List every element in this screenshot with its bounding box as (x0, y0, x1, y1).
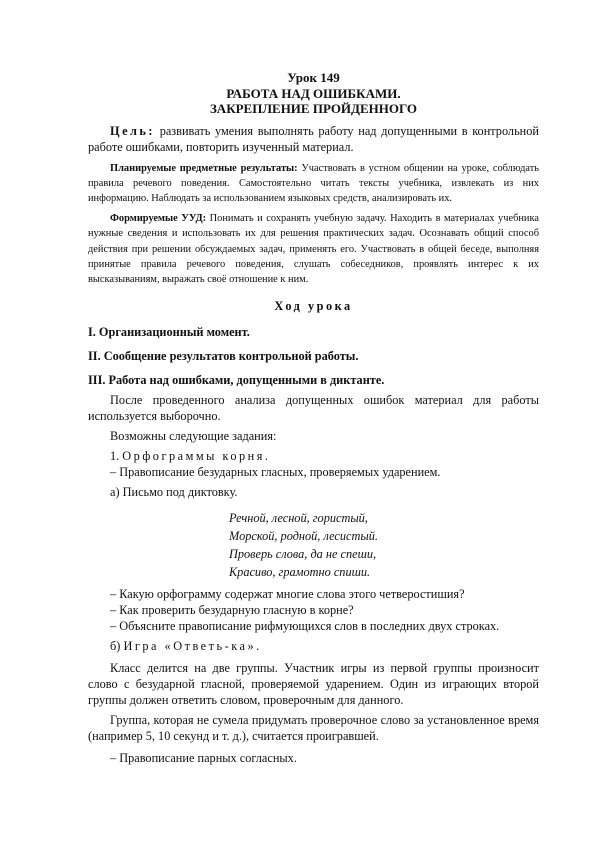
game-paragraph-1: Класс делится на две группы. Участник игры из первой группы произносит слово с безударной гласной, проверяемой ударением. Один из играющих второй группы должен ответить словом, проверочным для данного. (88, 660, 539, 707)
item1-heading (88, 448, 539, 464)
poem (229, 509, 539, 581)
item1-number: 1. (110, 448, 123, 463)
poem-line: Проверь слова, да не спеши, (229, 546, 377, 561)
uud-label: Формируемые УУД: (110, 212, 207, 224)
section-organizational: I. Организационный момент. (88, 324, 250, 339)
poem-line: Морской, родной, лесистый. (229, 528, 378, 543)
question-2: – Как проверить безударную гласную в корне? (110, 602, 354, 617)
intro-paragraph: После проведенного анализа допущенных ошибок материал для работы используется выборочно. (88, 392, 539, 423)
planned-results-label: Планируемые предметные результаты: (110, 162, 298, 174)
item1-rule: – Правописание безударных гласных, проверяемых ударением. (110, 464, 441, 479)
possible-tasks: Возможны следующие задания: (110, 428, 277, 443)
item-b-label: Игра «Ответь-ка». (123, 638, 262, 653)
goal-paragraph (88, 123, 539, 155)
uud-paragraph (88, 211, 539, 288)
planned-results-paragraph (88, 161, 539, 207)
paired-consonants-rule: – Правописание парных согласных. (110, 750, 297, 765)
goal-text: развивать умения выполнять работу над допущенными в контрольной работе ошибками, повторить изученный материал. (88, 123, 539, 154)
item1-label: Орфограммы корня. (122, 448, 271, 463)
question-1: – Какую орфограмму содержат многие слова этого четверостишия? (110, 586, 465, 601)
game-paragraph-2: Группа, которая не сумела придумать проверочное слово за установленное время (например 5, 10 секунд и т. д.), считается проигравшей. (88, 712, 539, 743)
section-error-work: III. Работа над ошибками, допущенными в диктанте. (88, 372, 385, 387)
poem-line: Речной, лесной, гористый, (229, 510, 368, 525)
lesson-number: Урок 149 (287, 70, 340, 85)
goal-label: Цель: (110, 123, 156, 138)
lesson-title-line1: РАБОТА НАД ОШИБКАМИ. (226, 85, 401, 101)
item-b-heading (88, 638, 539, 654)
course-heading: Ход урока (274, 298, 353, 313)
uud-text: Понимать и сохранять учебную задачу. Находить в материалах учебника нужные сведения и использовать их для решения практических задач. Осознавать общий способ действия при решении обсуждаемых задач, применять его. Участвовать в общей беседе, выполняя принятые правила речевого поведения, слушать собеседников, проявлять интерес к их высказываниям, выражать своё отношение к ним. (88, 212, 539, 286)
poem-line: Красиво, грамотно спиши. (229, 564, 371, 579)
item-b-prefix: б) (110, 638, 124, 653)
section-results: II. Сообщение результатов контрольной работы. (88, 348, 359, 363)
lesson-title-line2: ЗАКРЕПЛЕНИЕ ПРОЙДЕННОГО (209, 101, 418, 116)
planned-results-text: Участвовать в устном общении на уроке, соблюдать правила речевого поведения. Самостоятельно читать тексты учебника, извлекать из них информацию. Наблюдать за использованием языковых средств, анализировать их. (88, 162, 539, 205)
question-3: – Объясните правописание рифмующихся слов в последних двух строках. (110, 618, 500, 633)
item-a: а) Письмо под диктовку. (110, 484, 238, 499)
